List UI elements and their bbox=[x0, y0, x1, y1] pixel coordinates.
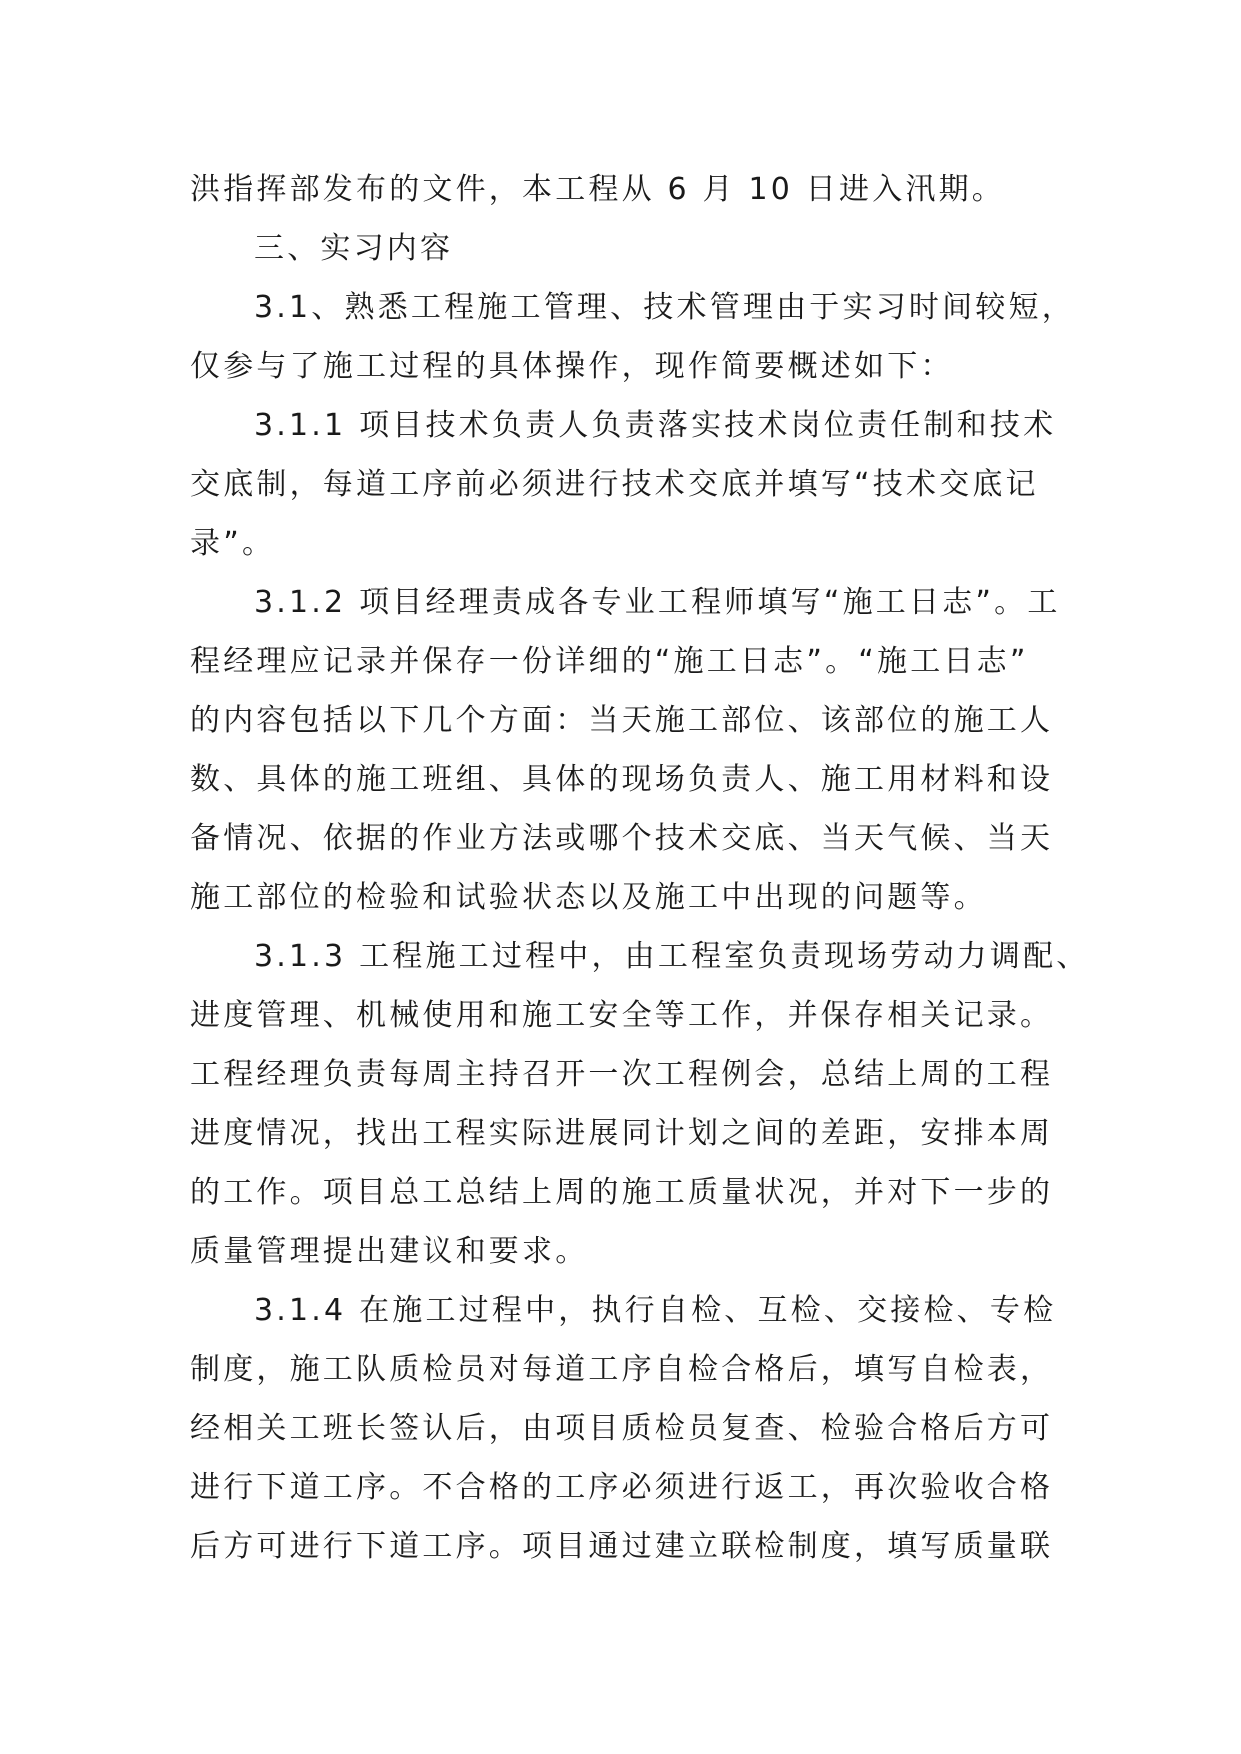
text-line: 仅参与了施工过程的具体操作，现作简要概述如下： bbox=[190, 349, 954, 384]
text-line: 3.1.4 在施工过程中，执行自检、互检、交接检、专检 bbox=[254, 1293, 1057, 1328]
text-line: 交底制，每道工序前必须进行技术交底并填写“技术交底记 bbox=[190, 467, 1039, 502]
text-line: 进度管理、机械使用和施工安全等工作，并保存相关记录。 bbox=[190, 998, 1054, 1033]
text-line: 的内容包括以下几个方面：当天施工部位、该部位的施工人 bbox=[190, 703, 1054, 738]
text-line: 3.1.1 项目技术负责人负责落实技术岗位责任制和技术 bbox=[254, 408, 1057, 443]
text-line: 制度，施工队质检员对每道工序自检合格后，填写自检表， bbox=[190, 1352, 1054, 1387]
text-line: 数、具体的施工班组、具体的现场负责人、施工用材料和设 bbox=[190, 762, 1054, 797]
body-text bbox=[190, 160, 1090, 1576]
text-line: 后方可进行下道工序。项目通过建立联检制度，填写质量联 bbox=[190, 1529, 1054, 1564]
text-line: 录”。 bbox=[190, 526, 276, 561]
text-line: 程经理应记录并保存一份详细的“施工日志”。“施工日志” bbox=[190, 644, 1029, 679]
text-line: 洪指挥部发布的文件，本工程从 6 月 10 日进入汛期。 bbox=[190, 172, 1006, 207]
text-line: 经相关工班长签认后，由项目质检员复查、检验合格后方可 bbox=[190, 1411, 1054, 1446]
text-line: 3.1、熟悉工程施工管理、技术管理由于实习时间较短， bbox=[254, 290, 1075, 325]
text-line: 3.1.3 工程施工过程中，由工程室负责现场劳动力调配、 bbox=[254, 939, 1090, 974]
text-line: 三、实习内容 bbox=[254, 231, 454, 266]
text-line: 质量管理提出建议和要求。 bbox=[190, 1234, 589, 1269]
text-line: 进行下道工序。不合格的工序必须进行返工，再次验收合格 bbox=[190, 1470, 1054, 1505]
text-line: 进度情况，找出工程实际进展同计划之间的差距，安排本周 bbox=[190, 1116, 1054, 1151]
text-line: 3.1.2 项目经理责成各专业工程师填写“施工日志”。工 bbox=[254, 585, 1061, 620]
text-line: 施工部位的检验和试验状态以及施工中出现的问题等。 bbox=[190, 880, 987, 915]
text-line: 备情况、依据的作业方法或哪个技术交底、当天气候、当天 bbox=[190, 821, 1054, 856]
text-line: 工程经理负责每周主持召开一次工程例会，总结上周的工程 bbox=[190, 1057, 1054, 1092]
text-line: 的工作。项目总工总结上周的施工质量状况，并对下一步的 bbox=[190, 1175, 1054, 1210]
